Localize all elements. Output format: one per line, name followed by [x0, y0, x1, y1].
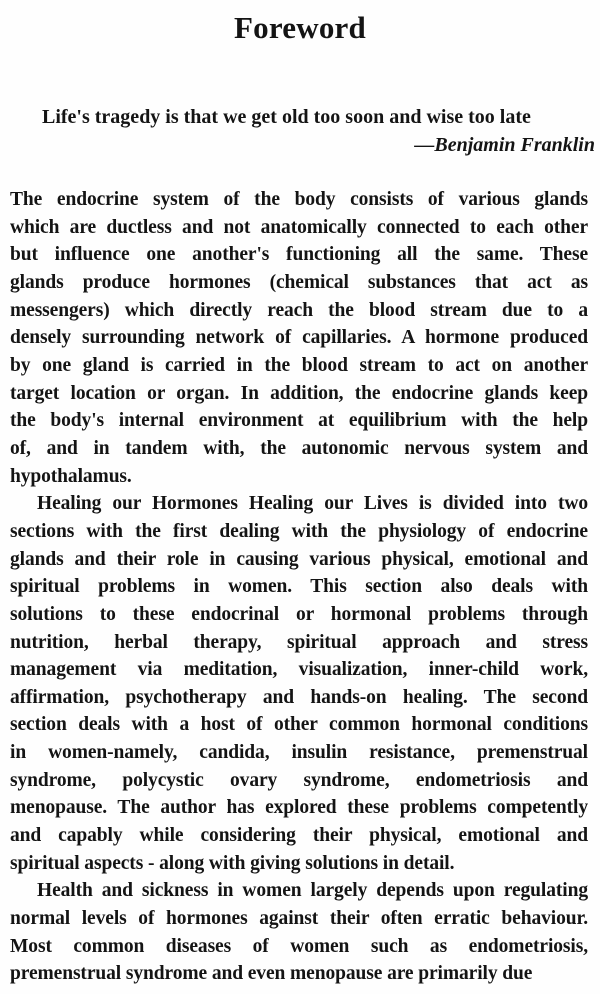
text-line: the body's internal environment at equilibrium with the help	[10, 410, 588, 432]
text-line: Most common diseases of women such as endometriosis,	[10, 935, 588, 957]
text-line: messengers) which directly reach the blood stream due to a	[10, 299, 588, 321]
text-line: affirmation, psychotherapy and hands-on healing. The second	[10, 686, 588, 708]
text-line: The endocrine system of the body consists of various glands	[10, 189, 588, 210]
text-line: target location or organ. In addition, the endocrine glands keep	[10, 382, 588, 404]
text-line: and capably while considering their physical, emotional and	[10, 825, 588, 847]
page-title: Foreword	[234, 10, 366, 45]
text-line: hypothalamus.	[10, 465, 132, 487]
text-line: but influence one another's functioning all the same. These	[10, 244, 588, 266]
text-line: Healing our Hormones Healing our Lives is divided into two	[37, 493, 588, 515]
text-line: glands and their role in causing various physical, emotional and	[10, 548, 588, 570]
epigraph	[0, 103, 600, 159]
text-line: Health and sickness in women largely depends upon regulating	[37, 880, 588, 902]
epigraph-quote: Life's tragedy is that we get old too soon and wise too late	[42, 106, 531, 128]
paragraph	[10, 490, 588, 877]
text-line: section deals with a host of other common hormonal conditions	[10, 714, 588, 736]
text-line: glands produce hormones (chemical substances that act as	[10, 271, 588, 293]
text-line: densely surrounding network of capillaries. A hormone produced	[10, 327, 588, 349]
epigraph-attribution: —Benjamin Franklin	[414, 134, 595, 156]
text-line: by one gland is carried in the blood stream to act on another	[10, 354, 588, 376]
paragraph	[10, 877, 588, 988]
body-text	[0, 186, 600, 988]
text-line: sections with the first dealing with the physiology of endocrine	[10, 520, 588, 542]
text-line: solutions to these endocrinal or hormonal problems through	[10, 603, 588, 625]
text-line: menopause. The author has explored these problems competently	[10, 797, 588, 819]
text-line: normal levels of hormones against their often erratic behaviour.	[10, 908, 588, 930]
paragraph	[10, 186, 588, 490]
text-line: syndrome, polycystic ovary syndrome, endometriosis and	[10, 769, 588, 791]
text-line: of, and in tandem with, the autonomic nervous system and	[10, 437, 588, 459]
text-line: in women-namely, candida, insulin resistance, premenstrual	[10, 742, 588, 764]
text-line: which are ductless and not anatomically connected to each other	[10, 216, 588, 238]
text-line: spiritual aspects - along with giving solutions in detail.	[10, 852, 455, 874]
text-line: nutrition, herbal therapy, spiritual approach and stress	[10, 631, 588, 653]
text-line: spiritual problems in women. This section also deals with	[10, 576, 588, 598]
text-line: premenstrual syndrome and even menopause are primarily due	[10, 963, 533, 985]
text-line: management via meditation, visualization, inner-child work,	[10, 659, 588, 681]
